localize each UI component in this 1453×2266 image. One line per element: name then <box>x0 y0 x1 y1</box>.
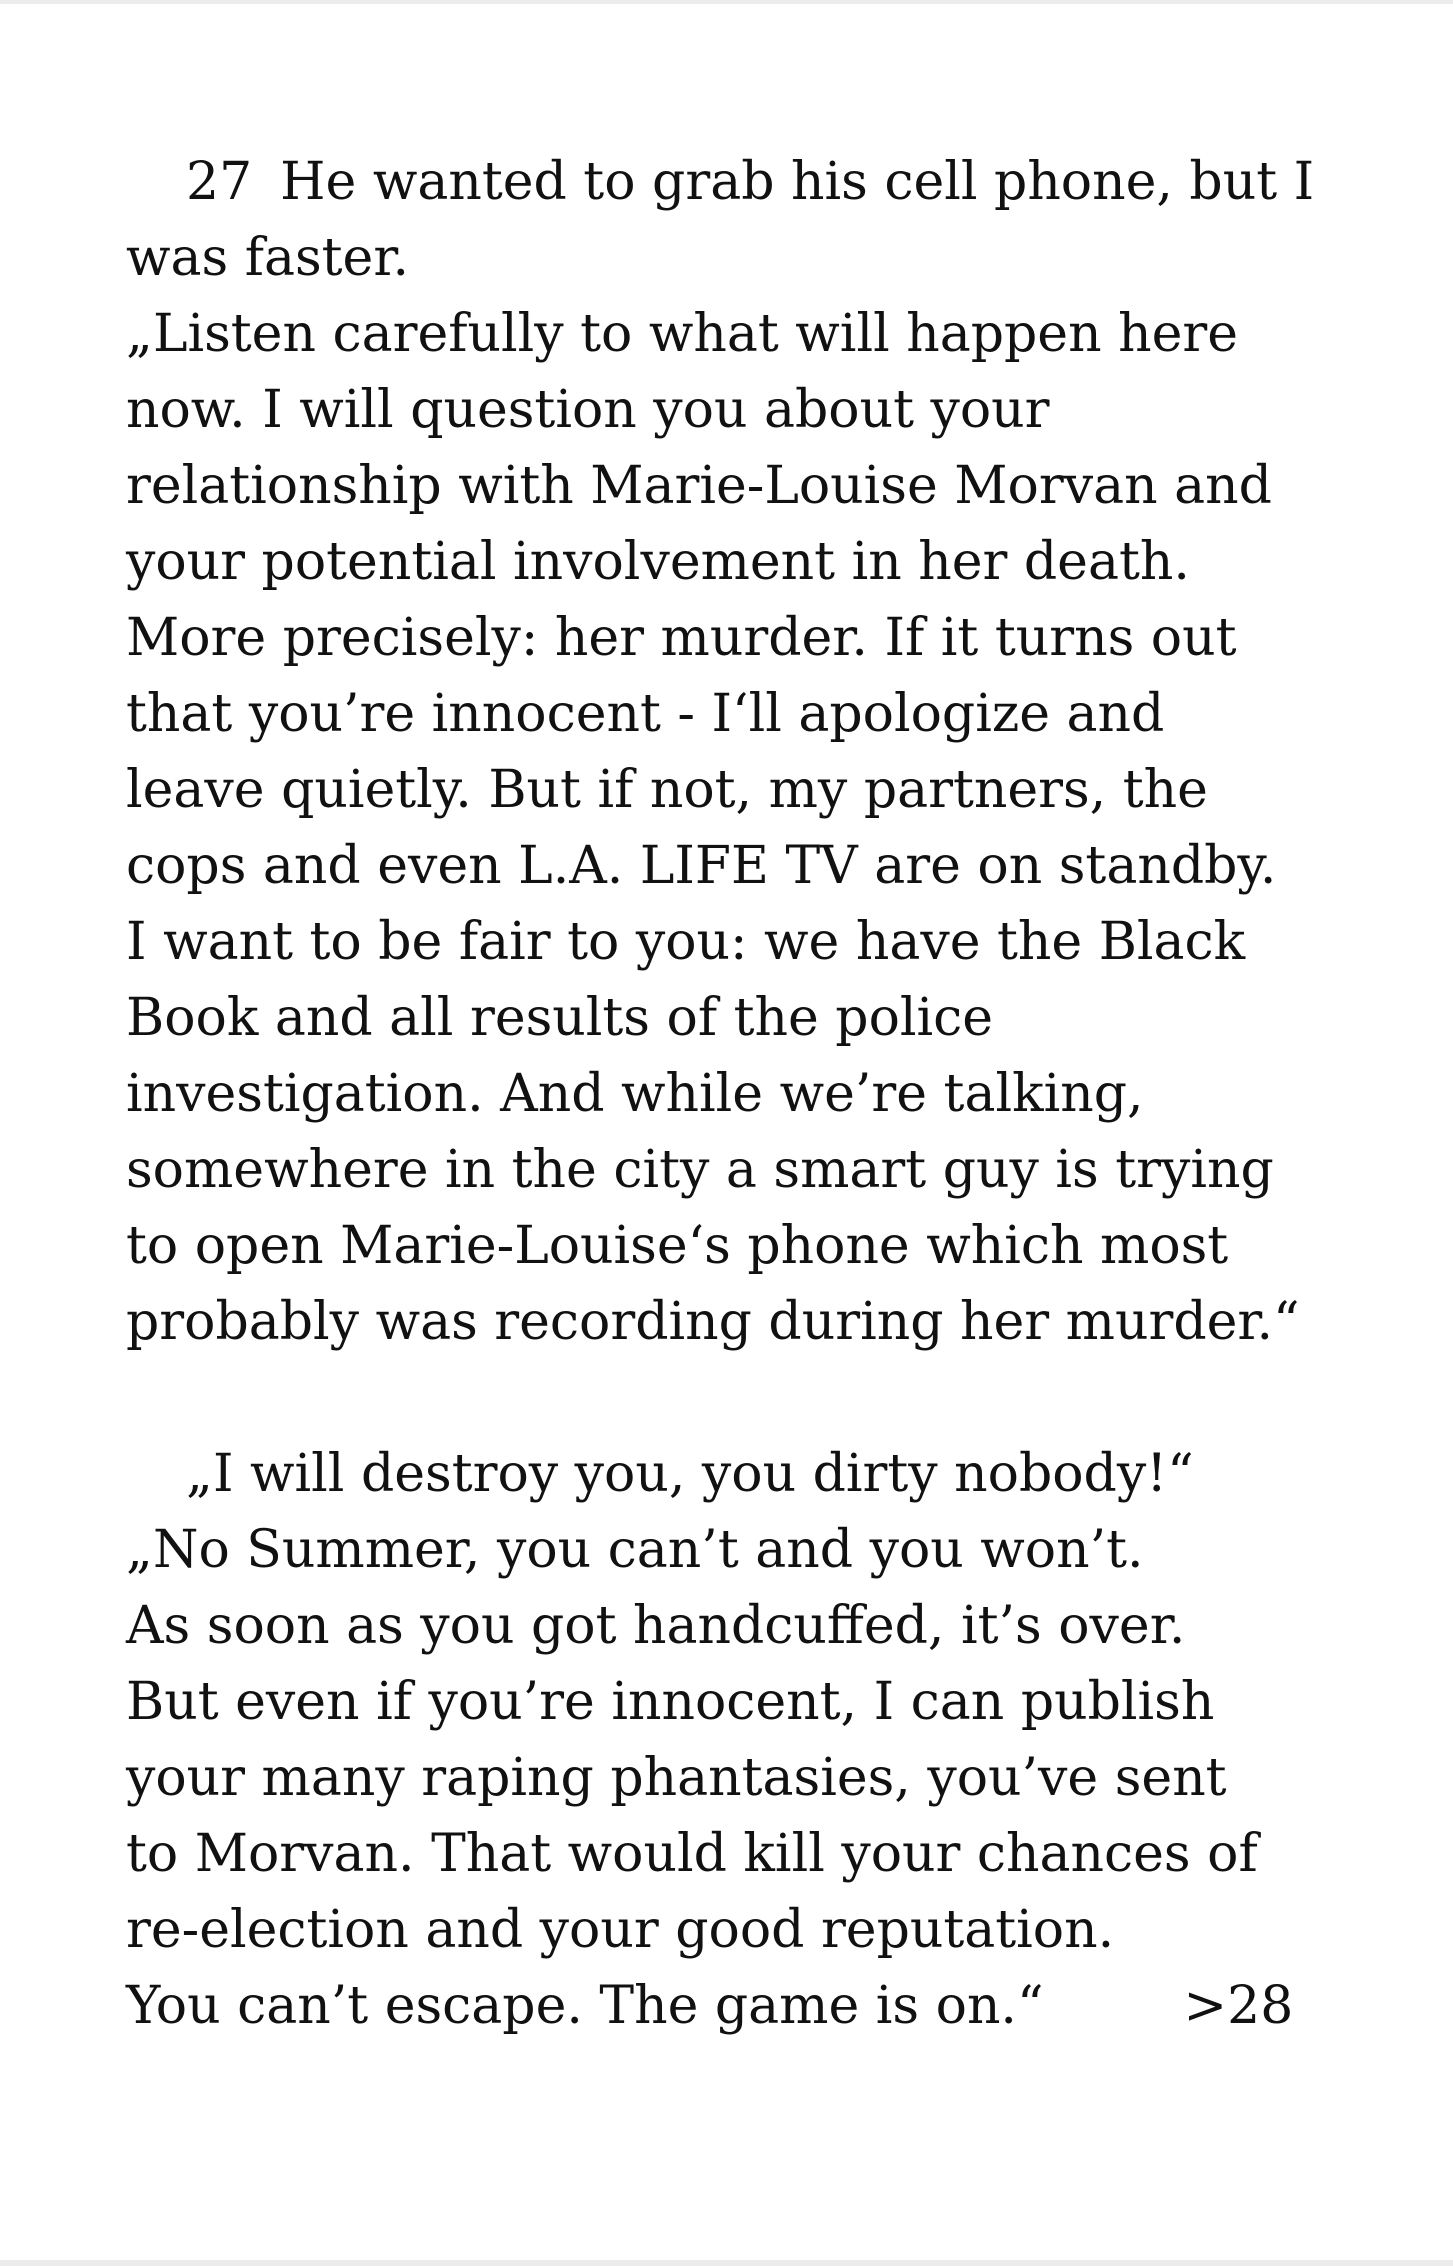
text-line: to Morvan. That would kill your chances of <box>126 1824 1258 1884</box>
paragraph-gap <box>126 1360 1366 1436</box>
text-line: As soon as you got handcuffed, it’s over. <box>126 1596 1186 1656</box>
text-line: I want to be fair to you: we have the Black <box>126 912 1246 972</box>
text-line: that you’re innocent - I‘ll apologize and <box>126 684 1165 744</box>
page-text <box>126 144 1366 2044</box>
text-line: „I will destroy you, you dirty nobody!“ <box>186 1444 1194 1504</box>
text-line: 27 He wanted to grab his cell phone, but I <box>126 144 1366 220</box>
text-line: „Listen carefully to what will happen here <box>126 304 1238 364</box>
text-line: was faster. <box>126 228 410 288</box>
bottom-divider <box>0 2260 1453 2266</box>
text-line: re-election and your good reputation. <box>126 1900 1115 1960</box>
text-line: your potential involvement in her death. <box>126 532 1190 592</box>
text-line: „No Summer, you can’t and you won’t. <box>126 1520 1144 1580</box>
text-line: More precisely: her murder. If it turns out <box>126 608 1237 668</box>
text-line: probably was recording during her murder.“ <box>126 1292 1300 1352</box>
text-line: to open Marie-Louise‘s phone which most <box>126 1216 1229 1276</box>
text-line: your many raping phantasies, you’ve sent <box>126 1748 1227 1808</box>
page-number: 27 <box>186 152 253 212</box>
text-line: now. I will question you about your <box>126 380 1050 440</box>
text-line: But even if you’re innocent, I can publish <box>126 1672 1215 1732</box>
text-line: cops and even L.A. LIFE TV are on standby. <box>126 836 1277 896</box>
next-page-link[interactable]: >28 <box>1183 1976 1294 2036</box>
text-line: relationship with Marie-Louise Morvan and <box>126 456 1272 516</box>
top-divider <box>0 0 1453 4</box>
text-line: Book and all results of the police <box>126 988 994 1048</box>
text-line: You can’t escape. The game is on.“ >28 <box>126 1968 1366 2044</box>
text-line: leave quietly. But if not, my partners, the <box>126 760 1208 820</box>
text-line: somewhere in the city a smart guy is trying <box>126 1140 1274 1200</box>
text-line: investigation. And while we’re talking, <box>126 1064 1144 1124</box>
